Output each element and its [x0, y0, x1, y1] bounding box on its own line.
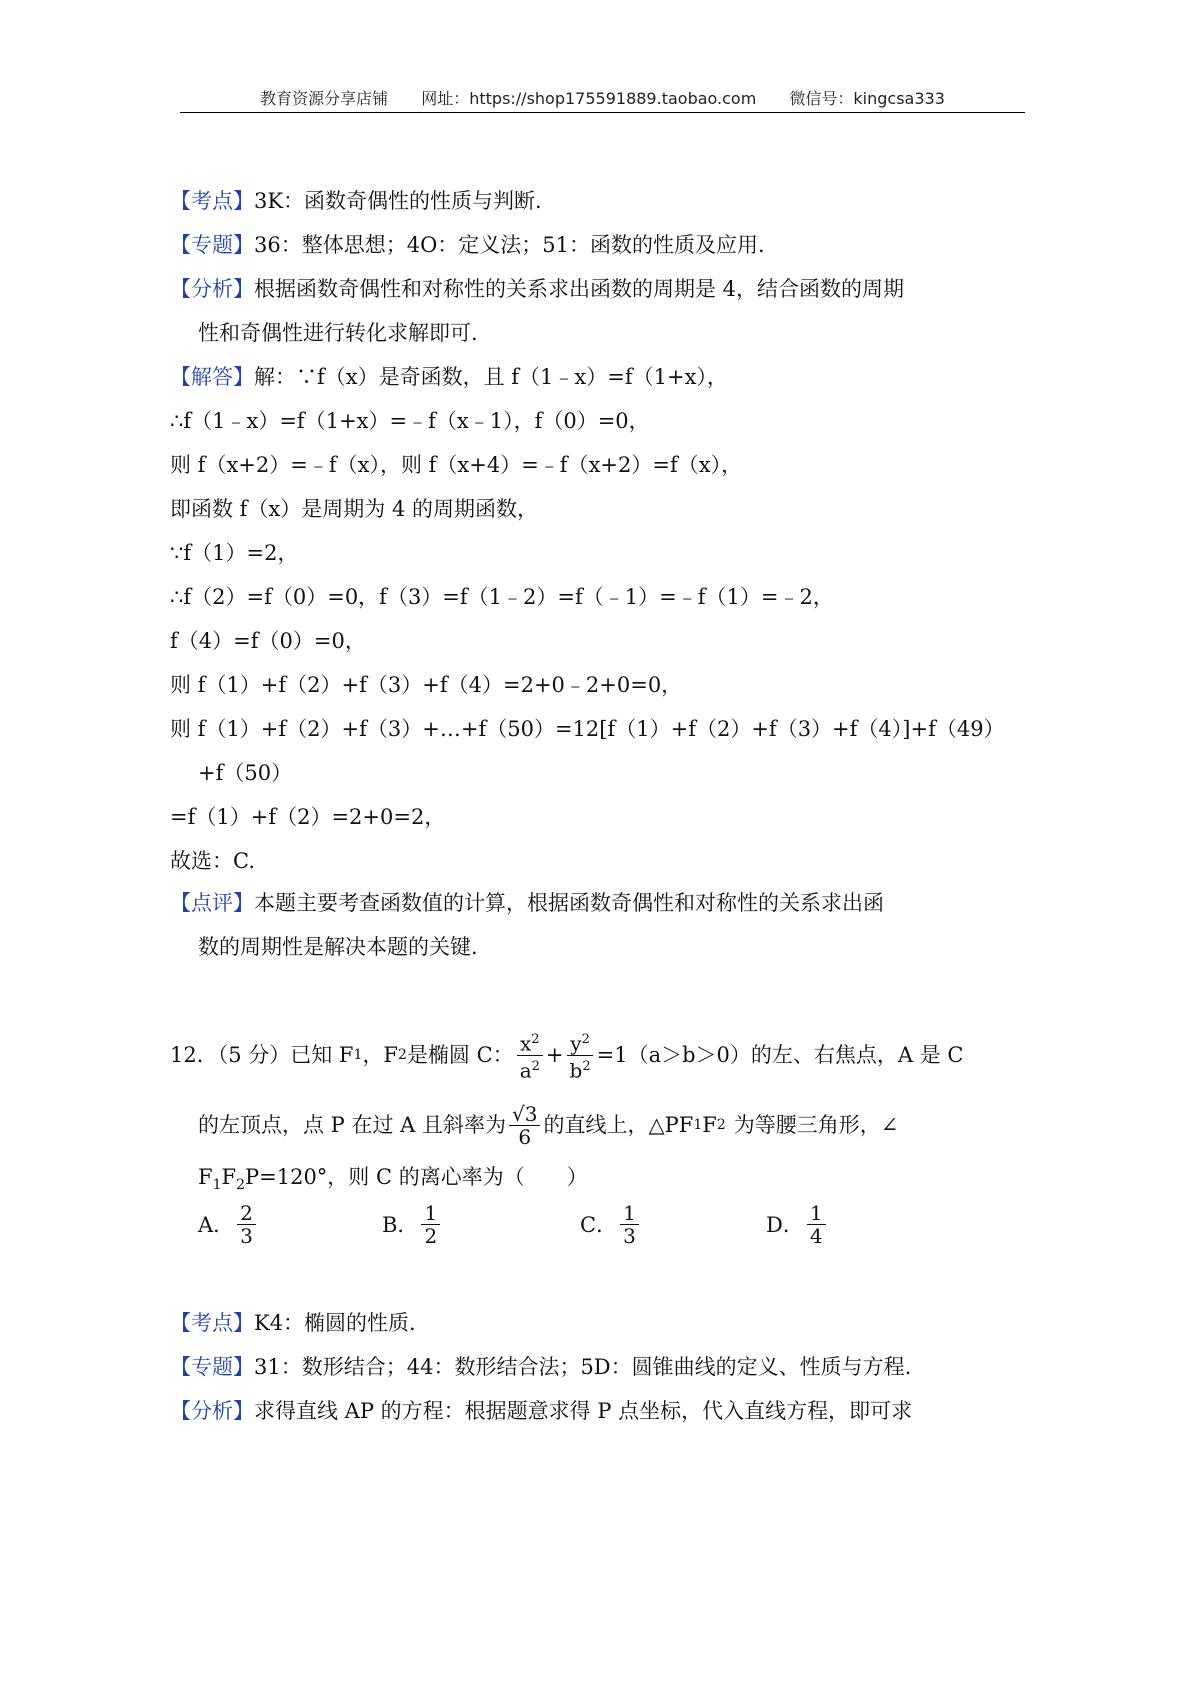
q11-kaodian: 【考点】3K：函数奇偶性的性质与判断.	[170, 189, 542, 213]
q12-stem-line2: 的左顶点，点 P 在过 A 且斜率为 $\frac{√3}{6}$ 的直线上，△PF 1 F 2 为等腰三角形，∠	[198, 1101, 899, 1149]
solution-line: 故选：C.	[170, 849, 255, 873]
q11-dianping: 【点评】本题主要考查函数值的计算，根据函数奇偶性和对称性的关系求出函	[170, 891, 884, 915]
solution-line: ∴f（2）=f（0）=0，f（3）=f（1﹣2）=f（﹣1）=﹣f（1）=﹣2，	[170, 585, 834, 609]
q12-kaodian: 【考点】K4：椭圆的性质.	[170, 1311, 416, 1335]
option-a: A． $\frac{2}{3}$	[198, 1202, 259, 1247]
tag-zhuanti: 【专题】	[170, 233, 254, 257]
option-b: B． $\frac{1}{2}$	[382, 1202, 443, 1247]
solution-line: +f（50）	[198, 761, 293, 785]
solution-line: 即函数 f（x）是周期为 4 的周期函数，	[170, 497, 539, 521]
solution-line: f（4）=f（0）=0，	[170, 629, 366, 653]
ellipse-x-term: $\frac{x^2}{a^2}$	[517, 1029, 543, 1081]
tag-kaodian: 【考点】	[170, 189, 254, 213]
q11-zhuanti: 【专题】36：整体思想；4O：定义法；51：函数的性质及应用.	[170, 233, 765, 257]
q11-fenxi-cont: 性和奇偶性进行转化求解即可.	[198, 321, 478, 345]
tag-fenxi: 【分析】	[170, 277, 254, 301]
q12-stem-line3: $F_1F_2P=120^\circ$，则 C 的离心率为（ ）	[198, 1165, 588, 1194]
q12-zhuanti: 【专题】31：数形结合；44：数形结合法；5D：圆锥曲线的定义、性质与方程.	[170, 1355, 912, 1379]
slope-fraction: $\frac{√3}{6}$	[509, 1103, 540, 1148]
solution-line: 则 f（1）+f（2）+f（3）+…+f（50）=12[f（1）+f（2）+f（3）+f（4）]+f（49）	[170, 717, 1005, 741]
header-url: 网址：https://shop175591889.taobao.com	[421, 89, 757, 108]
option-c: C． $\frac{1}{3}$	[580, 1202, 642, 1247]
solution-line: ∴f（1﹣x）=f（1+x）=﹣f（x﹣1），f（0）=0，	[170, 409, 650, 433]
solution-line: =f（1）+f（2）=2+0=2，	[170, 805, 446, 829]
solution-line: 则 f（x+2）=﹣f（x），则 f（x+4）=﹣f（x+2）=f（x），	[170, 453, 743, 477]
solution-line: 则 f（1）+f（2）+f（3）+f（4）=2+0﹣2+0=0，	[170, 673, 683, 697]
tag-dianping: 【点评】	[170, 891, 254, 915]
q12-stem-line1: 12．（5 分）已知 F 1 ，F 2 是椭圆 C： $\frac{x^2}{a^2}$ + $\frac{y^2}{b^2}$ =1（a＞b＞0）的左、右焦点，A 是 C	[170, 1030, 963, 1080]
page-header	[180, 86, 1025, 109]
q12-fenxi: 【分析】求得直线 AP 的方程：根据题意求得 P 点坐标，代入直线方程，即可求	[170, 1399, 913, 1423]
tag-kaodian: 【考点】	[170, 1311, 254, 1335]
option-d: D． $\frac{1}{4}$	[766, 1202, 829, 1247]
q11-jieda: 【解答】解：∵f（x）是奇函数，且 f（1﹣x）=f（1+x），	[170, 365, 728, 389]
q11-dianping-cont: 数的周期性是解决本题的关键.	[198, 935, 478, 959]
header-divider	[180, 112, 1025, 113]
solution-line: ∵f（1）=2，	[170, 541, 299, 565]
ellipse-y-term: $\frac{y^2}{b^2}$	[567, 1029, 594, 1081]
header-shop: 教育资源分享店铺	[260, 89, 389, 108]
tag-fenxi: 【分析】	[170, 1399, 254, 1423]
tag-zhuanti: 【专题】	[170, 1355, 254, 1379]
header-wechat: 微信号：kingcsa333	[789, 89, 945, 108]
tag-jieda: 【解答】	[170, 365, 254, 389]
q11-fenxi: 【分析】根据函数奇偶性和对称性的关系求出函数的周期是 4，结合函数的周期	[170, 277, 905, 301]
